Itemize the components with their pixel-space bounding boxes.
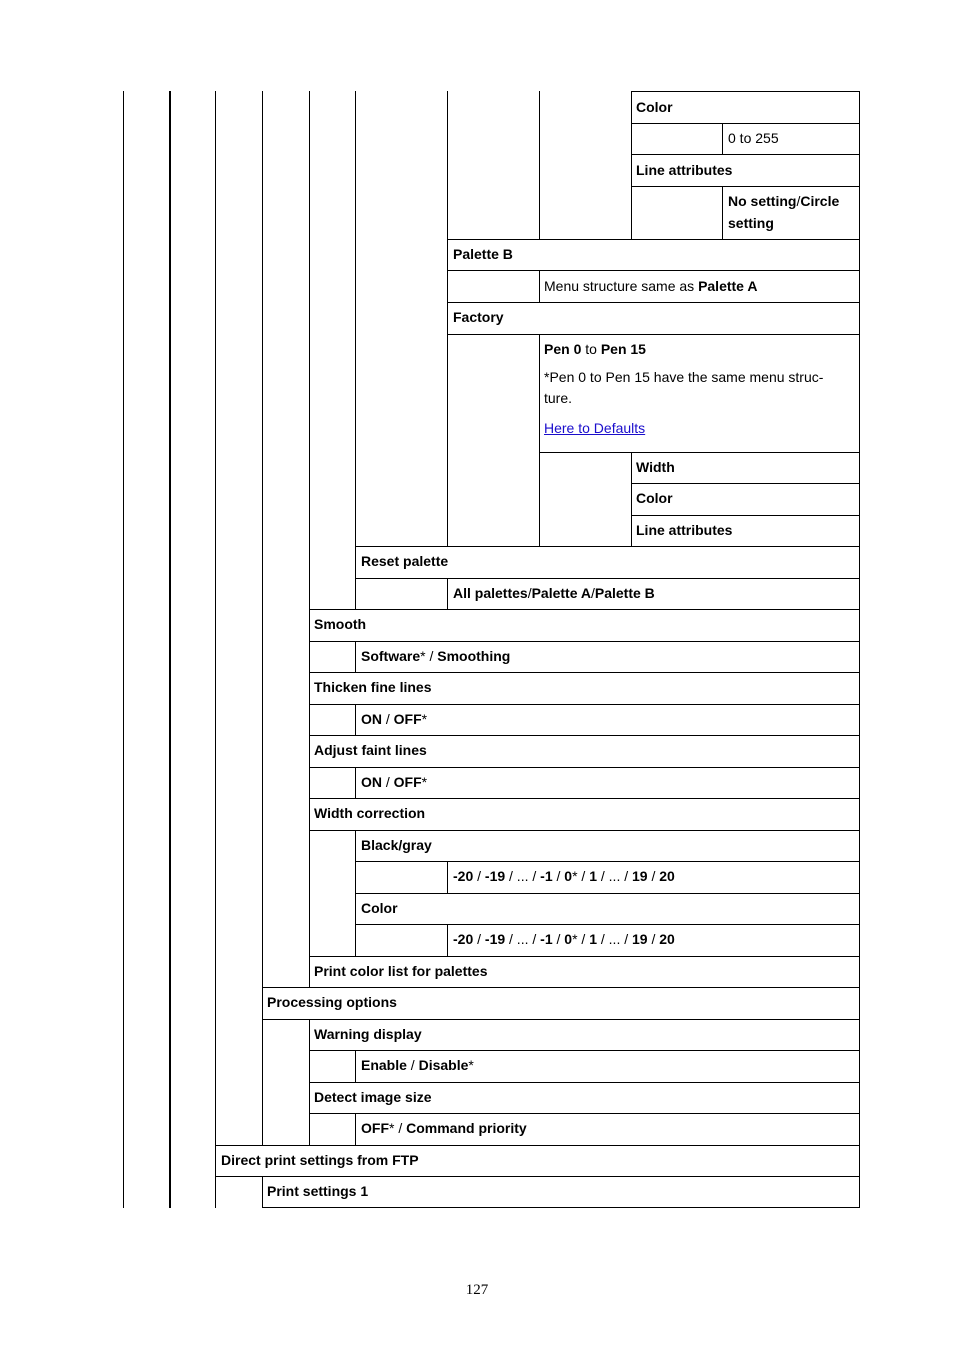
row-divider — [447, 270, 860, 271]
tree-line — [539, 91, 540, 239]
menu-item-adjust-faint-lines: Adjust faint lines — [314, 742, 427, 758]
tree-line — [123, 91, 124, 1208]
row-divider — [355, 861, 860, 862]
menu-structure-note: Menu structure same as Palette A — [544, 278, 758, 294]
tree-line — [631, 452, 632, 546]
table-right-border — [859, 91, 860, 1208]
row-divider — [215, 1176, 860, 1177]
option-on-off-adjust: ON / OFF* — [361, 774, 428, 790]
row-divider — [447, 302, 860, 303]
menu-item-processing-options: Processing options — [267, 994, 397, 1010]
tree-line — [262, 1176, 263, 1208]
row-divider — [309, 767, 860, 768]
menu-item-print-color-list: Print color list for palettes — [314, 963, 488, 979]
menu-item-smooth: Smooth — [314, 616, 367, 632]
tree-line — [169, 91, 171, 1208]
row-divider — [309, 830, 860, 831]
option-all-palettes: All palettes/Palette A/Palette B — [453, 585, 655, 601]
menu-item-black-gray: Black/gray — [361, 837, 432, 853]
tree-line — [355, 704, 356, 735]
option-no-setting-circle-line2: setting — [728, 215, 774, 231]
row-divider — [309, 1082, 860, 1083]
page-number: 127 — [465, 1282, 489, 1298]
option-enable-disable: Enable / Disable* — [361, 1057, 474, 1073]
tree-line — [539, 270, 540, 302]
row-divider — [309, 672, 860, 673]
menu-item-line-attributes: Line attributes — [636, 162, 733, 178]
menu-item-detect-image-size: Detect image size — [314, 1089, 432, 1105]
tree-line — [355, 1113, 356, 1145]
row-divider — [355, 578, 860, 579]
tree-line — [355, 767, 356, 798]
tree-line — [355, 1050, 356, 1082]
row-divider — [309, 735, 860, 736]
row-divider — [631, 483, 860, 484]
row-divider — [215, 1145, 860, 1146]
row-divider — [262, 1019, 860, 1020]
menu-item-factory: Factory — [453, 309, 504, 325]
row-divider — [309, 609, 860, 610]
menu-item-print-settings-1: Print settings 1 — [267, 1183, 369, 1199]
row-divider — [631, 154, 860, 155]
menu-item-line-attributes-pen: Line attributes — [636, 522, 733, 538]
tree-line — [447, 924, 448, 956]
tree-line — [355, 91, 356, 609]
menu-item-width: Width — [636, 459, 675, 475]
row-divider — [309, 641, 860, 642]
pen-range: Pen 0 to Pen 15 — [544, 341, 646, 357]
row-divider — [631, 186, 860, 187]
row-divider — [355, 893, 860, 894]
option-on-off-thicken: ON / OFF* — [361, 711, 428, 727]
tree-line — [722, 123, 723, 155]
row-divider — [309, 1113, 860, 1114]
row-divider — [262, 1207, 860, 1208]
row-divider — [447, 334, 860, 335]
row-divider — [309, 956, 860, 957]
row-divider — [447, 239, 860, 240]
menu-item-warning-display: Warning display — [314, 1026, 422, 1042]
row-divider — [262, 987, 860, 988]
row-divider — [309, 704, 860, 705]
menu-item-color-pen: Color — [636, 490, 673, 506]
row-divider — [355, 546, 860, 547]
row-divider — [631, 123, 860, 124]
menu-item-width-correction: Width correction — [314, 805, 426, 821]
tree-line — [722, 186, 723, 239]
option-software-smoothing: Software* / Smoothing — [361, 648, 511, 664]
menu-item-color: Color — [636, 99, 673, 115]
row-divider — [309, 798, 860, 799]
option-off-command-priority: OFF* / Command priority — [361, 1120, 527, 1136]
tree-line — [631, 91, 632, 239]
menu-item-reset-palette: Reset palette — [361, 553, 449, 569]
option-range-color: -20 / -19 / ... / -1 / 0* / 1 / ... / 19 / 20 — [453, 931, 675, 947]
menu-item-palette-b: Palette B — [453, 246, 513, 262]
tree-line — [447, 578, 448, 609]
value-range-0-255: 0 to 255 — [728, 130, 779, 146]
row-divider — [631, 515, 860, 516]
pen-note: *Pen 0 to Pen 15 have the same menu struc- ture. — [544, 369, 824, 406]
here-to-defaults-link[interactable]: Here to Defaults — [544, 420, 646, 436]
option-range-black-gray: -20 / -19 / ... / -1 / 0* / 1 / ... / 19 / 20 — [453, 868, 675, 884]
row-divider — [355, 924, 860, 925]
menu-item-thicken-fine-lines: Thicken fine lines — [314, 679, 432, 695]
tree-line — [309, 91, 310, 987]
menu-item-direct-print-ftp: Direct print settings from FTP — [221, 1152, 419, 1168]
menu-item-color-width: Color — [361, 900, 398, 916]
tree-line — [539, 334, 540, 546]
tree-line — [215, 91, 216, 1208]
option-no-setting-circle: No setting/Circle — [728, 193, 840, 209]
row-divider — [539, 452, 860, 453]
tree-line — [447, 861, 448, 893]
row-divider — [631, 91, 860, 92]
tree-line — [447, 91, 448, 546]
tree-line — [355, 641, 356, 672]
row-divider — [309, 1050, 860, 1051]
